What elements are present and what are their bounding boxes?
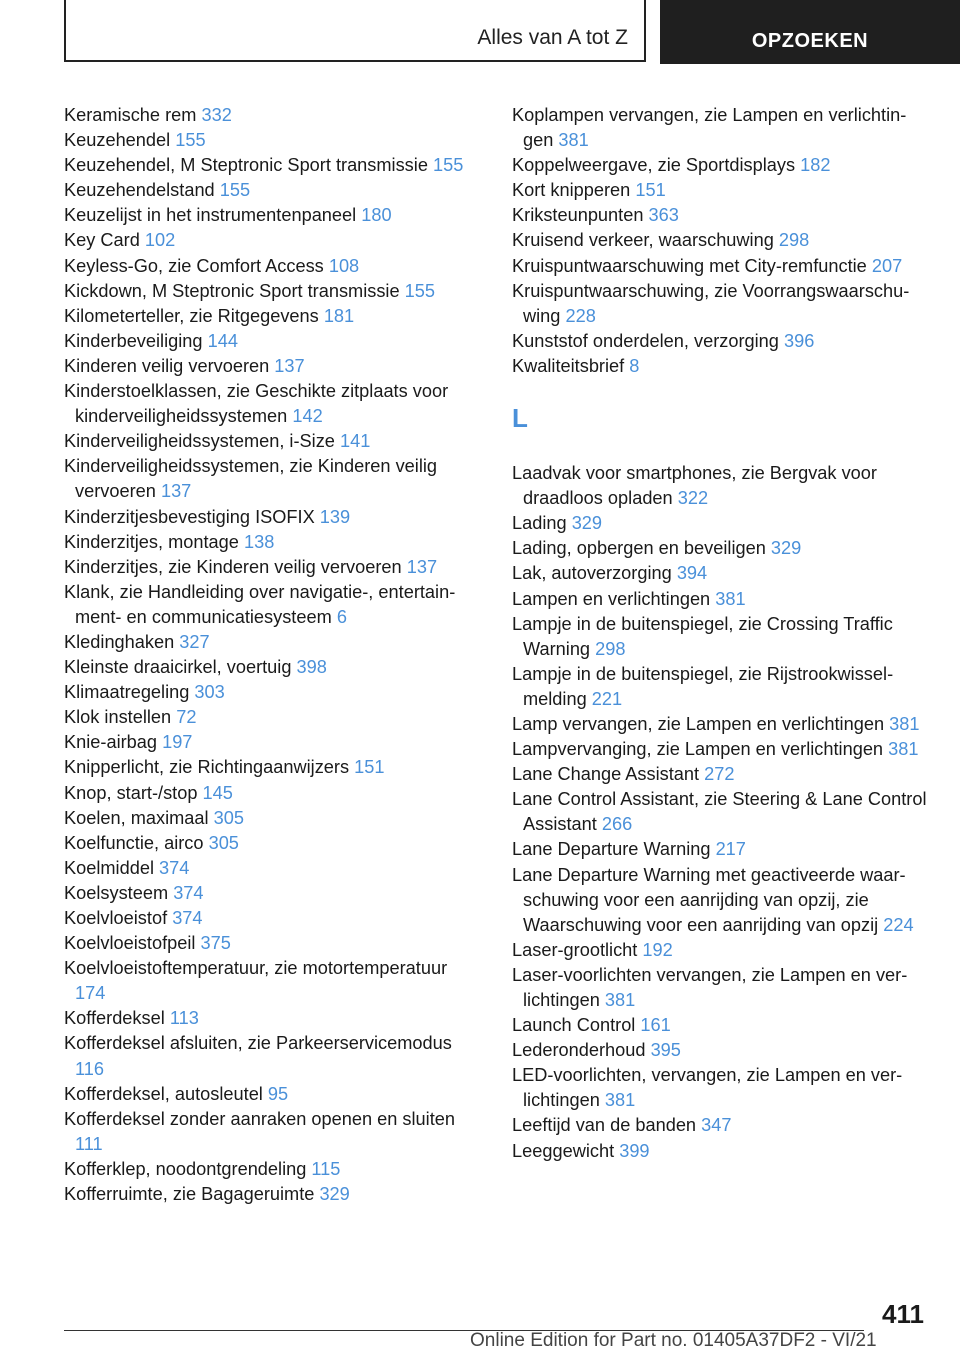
index-entry-text: Kinderzitjes, montage: [64, 531, 239, 552]
index-entry-text: Knie-airbag: [64, 732, 158, 753]
index-entry: [512, 153, 930, 178]
index-entry-text: Kinderzitjesbevestiging ISOFIX: [64, 506, 315, 527]
index-entry-text: LED-voorlichten, vervangen, zie Lampen en verlichtingen: [512, 1065, 903, 1111]
page-link[interactable]: 381: [558, 130, 589, 151]
index-entry-text: Lane Departure Warning met geactiveerde waarschuwing voor een aanrijding van opzij, zie Waarschuwing voor een aanrijding van opzij: [512, 864, 906, 935]
index-entry: [512, 1113, 930, 1138]
index-entry: [512, 511, 930, 536]
page-link[interactable]: 155: [433, 155, 464, 176]
index-entry-text: Kinderveiligheidssystemen, i-Size: [64, 431, 335, 452]
index-entry-text: Koelsysteem: [64, 882, 169, 903]
page-link[interactable]: 329: [571, 513, 603, 534]
index-entry: [64, 429, 482, 454]
index-entry-text: Kinderveiligheidssystemen, zie Kinderen veilig vervoeren: [64, 456, 438, 502]
page-link[interactable]: 137: [406, 556, 438, 577]
index-entry: [64, 555, 482, 580]
index-entry-text: Kofferklep, noodontgrendeling: [64, 1158, 307, 1179]
page-link[interactable]: 8: [629, 355, 640, 376]
page-link[interactable]: 151: [635, 180, 666, 201]
index-entry: [512, 762, 930, 787]
page-link[interactable]: 381: [888, 739, 919, 760]
index-entry-text: Lamp vervangen, zie Lampen en verlichtingen: [512, 713, 885, 734]
index-entry-text: Kinderstoelklassen, zie Geschikte zitplaats voor kinderveiligheidssystemen: [64, 381, 449, 427]
index-entry-text: Laser-grootlicht: [512, 939, 638, 960]
page-link[interactable]: 298: [595, 638, 626, 659]
index-entry: [512, 354, 930, 379]
index-entry-text: Klank, zie Handleiding over navigatie-, entertainment- en communicatiesysteem: [64, 581, 456, 627]
index-entry-text: Keuzehendelstand: [64, 180, 215, 201]
page-link[interactable]: 395: [650, 1040, 681, 1061]
page-link[interactable]: 197: [162, 732, 193, 753]
page-link[interactable]: 139: [319, 506, 351, 527]
index-entry-text: Kriksteunpunten: [512, 205, 644, 226]
index-entry: [64, 354, 482, 379]
page-link[interactable]: 305: [208, 832, 239, 853]
index-entry: [512, 587, 930, 612]
index-column-right: [512, 103, 930, 1164]
index-entry: [512, 561, 930, 586]
index-entry-text: Kilometerteller, zie Ritgegevens: [64, 305, 319, 326]
page-link[interactable]: 151: [354, 757, 385, 778]
page-link[interactable]: 228: [565, 305, 596, 326]
page-link[interactable]: 181: [323, 305, 355, 326]
index-entry: [64, 680, 482, 705]
index-entry-text: Kickdown, M Steptronic Sport transmissie: [64, 280, 400, 301]
page-link[interactable]: 381: [604, 990, 636, 1010]
page-link[interactable]: 137: [160, 481, 192, 502]
index-entry: [512, 712, 930, 737]
index-entry: [64, 806, 482, 831]
index-entry: [512, 837, 930, 862]
page-link[interactable]: 155: [175, 130, 206, 151]
index-entry: [64, 931, 482, 956]
page-link[interactable]: 221: [591, 688, 623, 709]
page-link[interactable]: 161: [640, 1015, 671, 1036]
page-link[interactable]: 174: [75, 983, 106, 1004]
index-entry-text: Lampje in de buitenspiegel, zie Crossing Traffic Warning: [512, 613, 893, 659]
page-link[interactable]: 155: [404, 280, 436, 301]
index-entry: [512, 461, 930, 511]
index-entry-text: Lane Control Assistant, zie Steering & Lane Control Assistant: [512, 789, 927, 835]
page-number: 411: [882, 1299, 924, 1329]
tab-alles-van-a-tot-z[interactable]: [64, 0, 646, 62]
index-entry-text: Knop, start-/stop: [64, 782, 198, 803]
page-link[interactable]: 374: [173, 882, 204, 903]
index-entry-text: Kinderbeveiliging: [64, 330, 203, 351]
index-column-left: [64, 103, 482, 1207]
tab-search-label: OPZOEKEN: [751, 30, 869, 52]
index-entry: [512, 103, 930, 153]
tab-az-label: Alles van A tot Z: [477, 26, 628, 49]
page-link[interactable]: 72: [176, 707, 197, 728]
index-entry-text: Lading: [512, 513, 567, 534]
index-entry: [64, 1082, 482, 1107]
index-entry-text: Lak, autoverzorging: [512, 563, 672, 584]
index-entry-text: Koelvloeistofpeil: [64, 933, 196, 954]
index-entry: [64, 304, 482, 329]
index-entry-text: Knipperlicht, zie Richtingaanwijzers: [64, 757, 350, 778]
index-entry-text: Koplampen vervangen, zie Lampen en verlichtingen: [512, 105, 907, 151]
index-entry: [64, 279, 482, 304]
index-entry-text: Keyless-Go, zie Comfort Access: [64, 255, 324, 276]
tab-opzoeken[interactable]: [660, 0, 960, 64]
page-link[interactable]: 374: [172, 908, 203, 928]
index-entry-text: Koppelweergave, zie Sportdisplays: [512, 155, 796, 176]
index-entry-text: Keuzelijst in het instrumentenpaneel: [64, 205, 357, 226]
index-entry-text: Klimaatregeling: [64, 682, 190, 703]
index-entry-text: Kofferdeksel zonder aanraken openen en sluiten: [64, 1108, 455, 1129]
index-entry: [512, 254, 930, 279]
page-link[interactable]: 396: [783, 330, 815, 351]
index-entry-text: Keuzehendel: [64, 130, 171, 151]
page-link[interactable]: 381: [604, 1090, 636, 1111]
index-entry: [512, 1139, 930, 1164]
index-entry: [512, 963, 930, 1013]
index-entry-text: Kofferruimte, zie Bagageruimte: [64, 1184, 315, 1205]
index-entry: [64, 1182, 482, 1207]
index-entry-text: Lane Change Assistant: [512, 764, 700, 785]
index-entry-text: Kledinghaken: [64, 631, 175, 652]
index-entry: [64, 856, 482, 881]
index-entry: [64, 906, 482, 931]
page-link[interactable]: 113: [169, 1008, 199, 1029]
page-link[interactable]: 329: [319, 1184, 350, 1205]
index-entry: [512, 228, 930, 253]
page-link[interactable]: 111: [75, 1133, 103, 1154]
index-entry-text: Kofferdeksel: [64, 1008, 165, 1029]
index-entry-text: Klok instellen: [64, 707, 172, 728]
index-entry-text: Laser-voorlichten vervangen, zie Lampen en verlichtingen: [512, 964, 908, 1010]
index-entry-text: Koelvloeistoftemperatuur, zie motortemperatuur: [64, 958, 448, 979]
page-link[interactable]: 115: [311, 1158, 341, 1179]
index-entry-text: Kruispuntwaarschuwing met City-remfunctie: [512, 255, 867, 276]
index-entry: [512, 787, 930, 837]
index-entry: [512, 203, 930, 228]
index-entry: [512, 612, 930, 662]
index-entry: [64, 254, 482, 279]
index-entry-text: Koelmiddel: [64, 857, 154, 878]
index-entry: [64, 956, 482, 1006]
index-entry-text: Keramische rem: [64, 105, 197, 125]
index-entry-text: Kleinste draaicirkel, voertuig: [64, 657, 292, 678]
index-entry: [64, 505, 482, 530]
index-entry-text: Kinderzitjes, zie Kinderen veilig vervoeren: [64, 556, 402, 577]
index-entry: [64, 1031, 482, 1081]
page-link[interactable]: 363: [648, 205, 679, 226]
page-link[interactable]: 142: [292, 406, 323, 427]
page-link[interactable]: 266: [601, 814, 633, 835]
index-entry: [64, 630, 482, 655]
page-link[interactable]: 272: [704, 764, 735, 785]
index-entry: [512, 279, 930, 329]
index-entry: [64, 178, 482, 203]
page-link[interactable]: 381: [715, 588, 746, 609]
index-entry-text: Leeggewicht: [512, 1140, 615, 1161]
page-link[interactable]: 327: [179, 631, 210, 652]
index-entry: [512, 1038, 930, 1063]
index-entry: [512, 662, 930, 712]
page-link[interactable]: 137: [274, 355, 305, 376]
page-link[interactable]: 145: [202, 782, 233, 803]
page-link[interactable]: 144: [207, 330, 238, 351]
index-entry-text: Launch Control: [512, 1015, 636, 1036]
index-entry: [512, 329, 930, 354]
page-link[interactable]: 192: [642, 939, 673, 960]
index-entry-text: Koelen, maximaal: [64, 807, 209, 828]
index-entry: [64, 781, 482, 806]
page-link[interactable]: 102: [144, 230, 176, 251]
index-entry-text: Leeftijd van de banden: [512, 1115, 697, 1136]
page-link[interactable]: 394: [676, 563, 708, 584]
page-link[interactable]: 108: [328, 255, 360, 276]
index-entry: [64, 755, 482, 780]
page-link[interactable]: 207: [871, 255, 903, 276]
index-entry: [64, 379, 482, 429]
index-entry-text: Keuzehendel, M Steptronic Sport transmissie: [64, 155, 428, 176]
page-link[interactable]: 138: [243, 531, 275, 552]
index-entry: [512, 536, 930, 561]
index-entry: [512, 938, 930, 963]
index-entry-text: Koelvloeistof: [64, 908, 168, 928]
page-link[interactable]: 180: [361, 205, 392, 226]
index-entry: [64, 530, 482, 555]
page-link[interactable]: 217: [715, 839, 746, 860]
index-entry-text: Kunststof onderdelen, verzorging: [512, 330, 779, 351]
index-entry: [512, 863, 930, 938]
page-link[interactable]: 332: [201, 105, 232, 125]
index-entry-text: Lading, opbergen en beveiligen: [512, 538, 766, 559]
index-entry: [512, 178, 930, 203]
page-link[interactable]: 6: [336, 606, 347, 627]
index-entry-text: Lane Departure Warning: [512, 839, 711, 860]
page-link[interactable]: 303: [194, 682, 225, 703]
page-link[interactable]: 95: [267, 1083, 289, 1104]
page-link[interactable]: 322: [677, 488, 709, 509]
index-entry-text: Lederonderhoud: [512, 1040, 646, 1061]
index-entry: [64, 730, 482, 755]
index-entry-text: Kwaliteitsbrief: [512, 355, 625, 376]
index-entry-text: Lampen en verlichtingen: [512, 588, 711, 609]
index-entry: [64, 203, 482, 228]
page-link[interactable]: 381: [889, 713, 920, 734]
index-entry: [64, 1107, 482, 1157]
index-entry-text: Kort knipperen: [512, 180, 631, 201]
page-link[interactable]: 398: [296, 657, 327, 678]
index-entry-text: Kruisend verkeer, waarschuwing: [512, 230, 774, 251]
index-entry: [512, 1063, 930, 1113]
footer-text: Online Edition for Part no. 01405A37DF2 - VI/21: [470, 1330, 877, 1351]
index-entry: [64, 103, 482, 128]
index-entry-text: Laadvak voor smartphones, zie Bergvak voor draadloos opladen: [512, 463, 877, 509]
page-link[interactable]: 399: [619, 1140, 650, 1161]
page-link[interactable]: 116: [75, 1058, 104, 1079]
index-entry: [64, 454, 482, 504]
index-entry: [64, 580, 482, 630]
index-entry: [64, 1006, 482, 1031]
section-letter: L: [512, 403, 528, 434]
index-entry-text: Koelfunctie, airco: [64, 832, 204, 853]
page-link[interactable]: 329: [770, 538, 802, 559]
page-link[interactable]: 155: [219, 180, 251, 201]
index-entry: [64, 329, 482, 354]
index-entry-text: Kinderen veilig vervoeren: [64, 355, 270, 376]
page-link[interactable]: 305: [213, 807, 244, 828]
page-link[interactable]: 375: [200, 933, 231, 954]
index-entry: [64, 153, 482, 178]
index-entry-text: Lampje in de buitenspiegel, zie Rijstrookwisselmelding: [512, 663, 894, 709]
index-entry: [64, 1157, 482, 1182]
index-entry-text: Key Card: [64, 230, 140, 251]
page-header: [64, 0, 960, 64]
index-entry: [64, 655, 482, 680]
page-link[interactable]: 182: [800, 155, 831, 176]
index-entry: [64, 228, 482, 253]
index-entry-text: Kruispuntwaarschuwing, zie Voorrangswaarschuwing: [512, 280, 910, 326]
page-link[interactable]: 224: [883, 914, 914, 935]
index-entry-text: Kofferdeksel afsluiten, zie Parkeerservicemodus: [64, 1033, 452, 1054]
index-entry: [512, 1013, 930, 1038]
page-link[interactable]: 374: [159, 857, 190, 878]
page-link[interactable]: 141: [339, 431, 371, 452]
page-link[interactable]: 347: [701, 1115, 732, 1136]
index-entry: [64, 705, 482, 730]
index-entry-text: Lampvervanging, zie Lampen en verlichtingen: [512, 739, 884, 760]
index-entry: [64, 881, 482, 906]
index-entry-text: Kofferdeksel, autosleutel: [64, 1083, 263, 1104]
index-entry: [64, 831, 482, 856]
index-entry: [64, 128, 482, 153]
index-entry: [512, 737, 930, 762]
page-link[interactable]: 298: [778, 230, 810, 251]
